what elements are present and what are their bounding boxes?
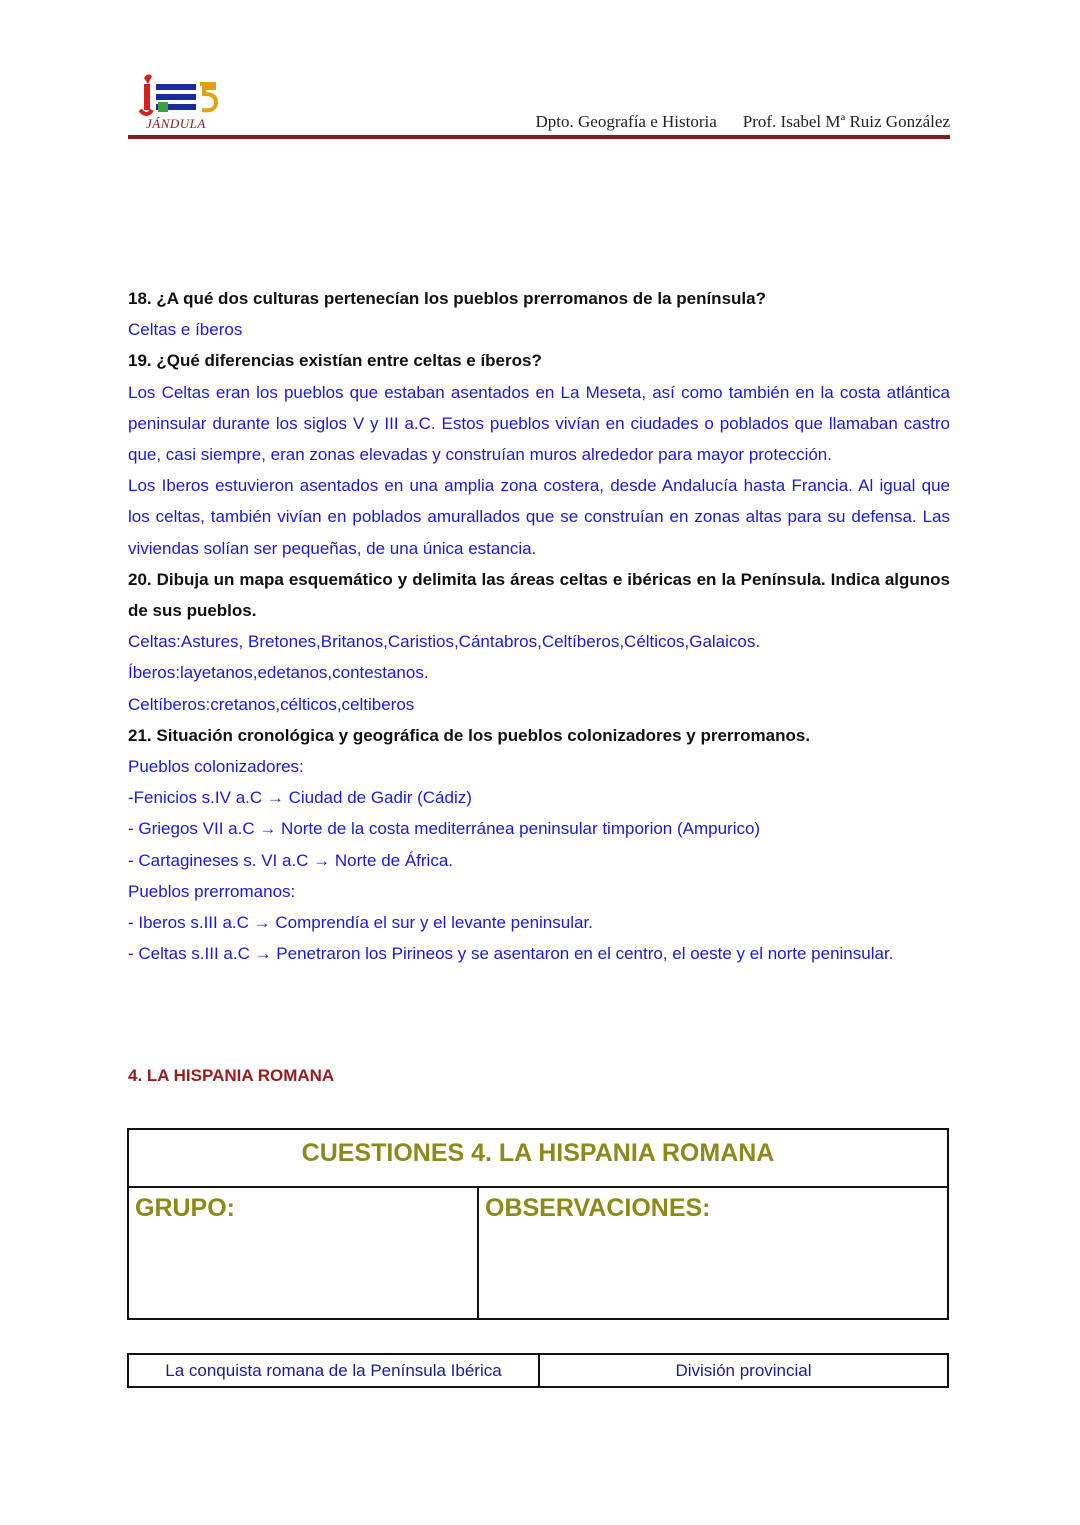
- page-header: [128, 66, 950, 142]
- school-logo: [130, 70, 230, 130]
- answer-19-paragraph-1: Los Celtas eran los pueblos que estaban asentados en La Meseta, así como también en la costa atlántica peninsular durante los siglos V y III a.C. Estos pueblos vivían en ciudades o poblados que llamaban castro que, casi siempre, eran zonas elevadas y construían muros alrededor para mayor protección.: [128, 382, 950, 465]
- answer-21-line-5: Pueblos prerromanos:: [128, 881, 296, 901]
- cuestiones-title: CUESTIONES 4. LA HISPANIA ROMANA: [129, 1130, 947, 1188]
- answer-19-paragraph-2: Los Iberos estuvieron asentados en una amplia zona costera, desde Andalucía hasta Francia. Al igual que los celtas, también vivían en poblados amurallados que se construían en zonas altas para su defensa. Las viviendas solían ser pequeñas, de una única estancia.: [128, 476, 950, 558]
- topics-table: [127, 1353, 949, 1388]
- cuestiones-table: [127, 1128, 949, 1320]
- observaciones-cell: OBSERVACIONES:: [485, 1194, 711, 1222]
- grupo-cell: GRUPO:: [129, 1188, 479, 1320]
- question-19: 19. ¿Qué diferencias existían entre celtas e íberos?: [128, 351, 542, 371]
- question-18: 18. ¿A qué dos culturas pertenecían los pueblos prerromanos de la península?: [128, 289, 766, 308]
- answer-18: Celtas e íberos: [128, 320, 243, 340]
- answer-21-line-7: - Celtas s.III a.C → Penetraron los Pirineos y se asentaron en el centro, el oeste y el norte peninsular.: [128, 944, 894, 964]
- questions-content: [128, 283, 950, 969]
- topic-division: División provincial: [675, 1361, 812, 1380]
- question-21: 21. Situación cronológica y geográfica de los pueblos colonizadores y prerromanos.: [128, 725, 811, 745]
- department-label: Dpto. Geografía e Historia: [535, 112, 717, 131]
- answer-20-line-3: Celtíberos:cretanos,célticos,celtiberos: [128, 694, 415, 714]
- answer-21-line-3: - Griegos VII a.C → Norte de la costa mediterránea peninsular timporion (Ampurico): [128, 819, 761, 839]
- professor-label: Prof. Isabel Mª Ruiz González: [742, 112, 950, 131]
- answer-21-line-1: Pueblos colonizadores:: [128, 757, 304, 777]
- topic-conquista: La conquista romana de la Península Ibérica: [129, 1355, 540, 1386]
- logo-text: JÁNDULA: [146, 116, 206, 131]
- header-divider: [128, 135, 950, 139]
- answer-20-line-1: Celtas:Astures, Bretones,Britanos,Caristios,Cántabros,Celtíberos,Célticos,Galaicos.: [128, 632, 761, 652]
- header-info: [510, 112, 951, 132]
- answer-21-line-6: - Iberos s.III a.C → Comprendía el sur y el levante peninsular.: [128, 913, 593, 933]
- question-20: 20. Dibuja un mapa esquemático y delimita las áreas celtas e ibéricas en la Península. Indica algunos de sus pueblos.: [128, 569, 950, 621]
- answer-20-line-2: Íberos:layetanos,edetanos,contestanos.: [128, 663, 429, 683]
- answer-21-line-4: - Cartagineses s. VI a.C → Norte de África.: [128, 850, 454, 870]
- answer-21-line-2: -Fenicios s.IV a.C → Ciudad de Gadir (Cádiz): [128, 788, 472, 808]
- section-title: 4. LA HISPANIA ROMANA: [128, 1066, 335, 1085]
